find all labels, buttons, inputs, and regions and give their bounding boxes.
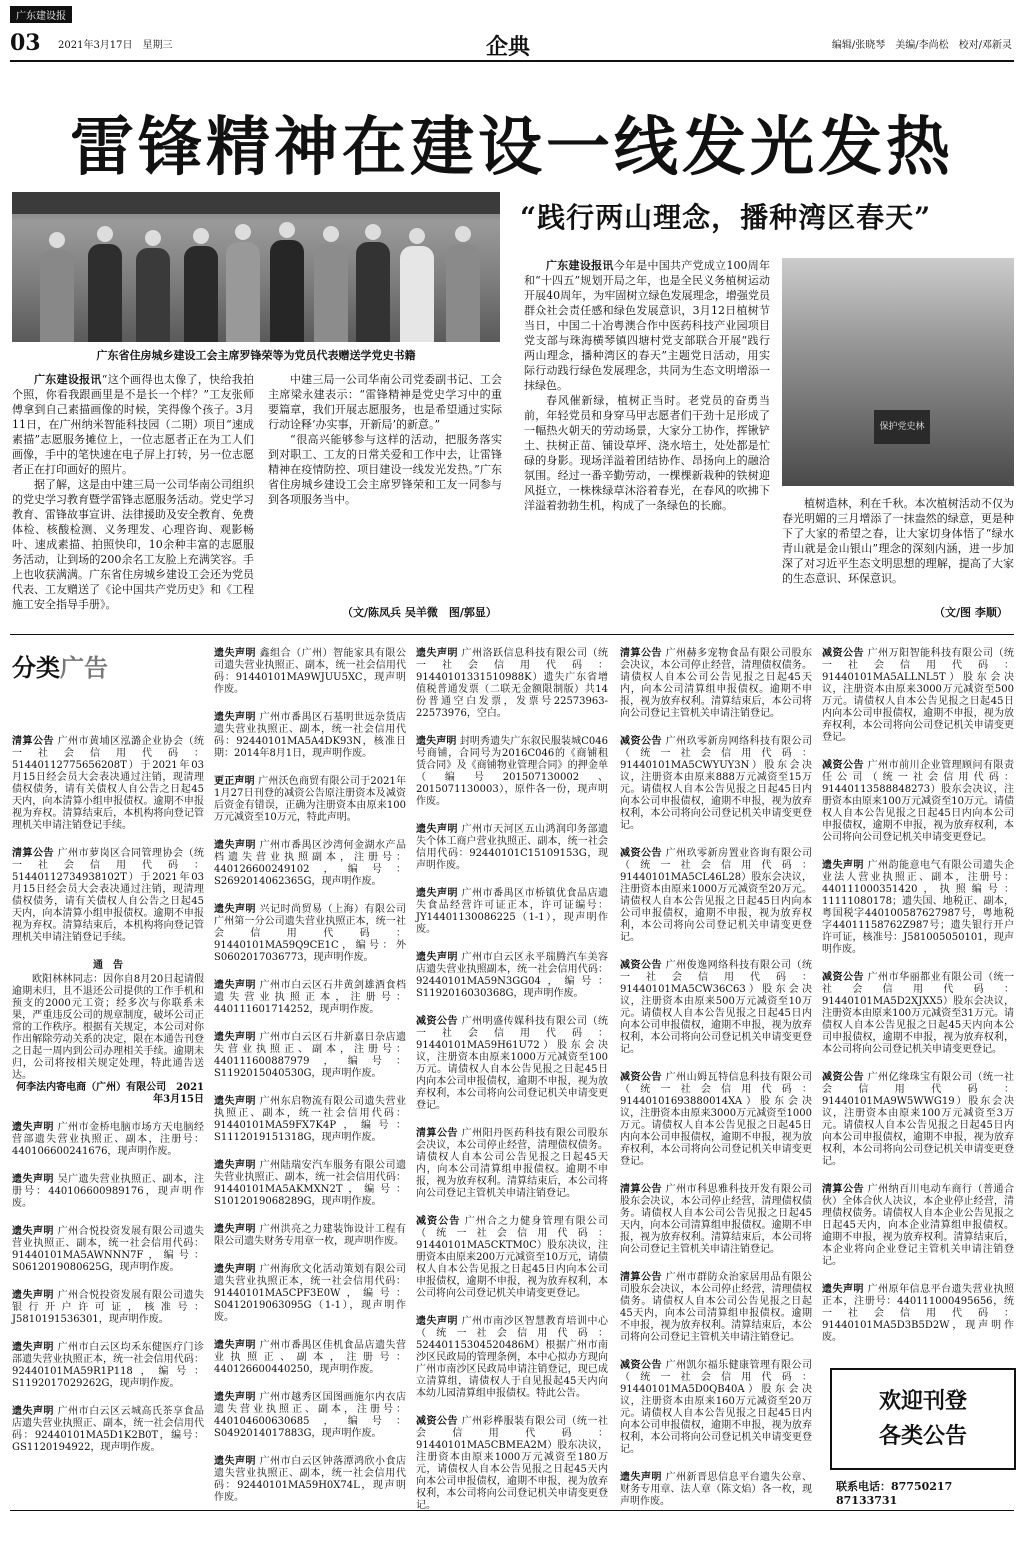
ad-label: 遗失声明 <box>416 952 458 963</box>
ad-text: 广州合悦投资发展有限公司遗失银行开户许可证，核准号：J5810191536301，现声明作废。 <box>12 1290 205 1325</box>
ad-label: 遗失声明 <box>214 712 256 723</box>
ad-label: 减资公告 <box>416 1216 461 1227</box>
ad-label: 遗失声明 <box>12 1174 54 1185</box>
ad-text: 广州市黄埔区泓潞企业协会（统一社会信用代码：51440112775656208T）于2021年03月15日经会员大会表决通过注销，现清理债权债务，请有关债权人自公告之日起45天内，向本清算小组申报债权。逾期不申报视为弃权。清算结束后，本机构将向登记管理机关申请注销登记手续。 <box>12 736 205 831</box>
ad-text: 广州市科思雅科技开发有限公司股东会决议，本公司停止经营，清理债权债务。请债权人自本公司公告见报之日起45天内，向本公司清算组申报债权。逾期不申报，视为放弃权利。清算结束后，本公司将向公司登记主管机关申请注销登记。 <box>620 1184 813 1255</box>
ad-label: 减资公告 <box>620 960 662 971</box>
editor-credits: 编辑/张晓琴 美编/李尚松 校对/邓新灵 <box>831 40 1012 51</box>
classified-ad <box>620 1272 812 1344</box>
photo-figure <box>88 244 122 342</box>
article1-paragraph <box>12 372 254 477</box>
classified-title <box>12 648 108 683</box>
ad-text: 广州市萝岗区合同管理协会（统一社会信用代码：51440112734938102T）于2021年03月15日经会员大会表决通过注销，现清理债权债务，请有关债权人自公告之日起45天内，向本清算小组申报债权。逾期不申报视为弃权。清算结束后，本机构将向登记管理机关申请注销登记手续。 <box>12 848 205 943</box>
ad-label: 清算公告 <box>620 1272 662 1283</box>
photo-head <box>323 226 339 242</box>
ad-label: 更正声明 <box>214 776 255 787</box>
photo-caption: 广东省住房城乡建设工会主席罗锋荣等为党员代表赠送学党史书籍 <box>96 349 416 362</box>
photo-head <box>409 228 425 244</box>
ad-text: 广州亿缘珠宝有限公司（统一社会信用代码：91440101MA9W5WWG19）股东会决议，注册资本由原来100万元减资至3万元。请债权人自本公告见报之日起45日内向本公司申报债权，逾期不申报，视为放弃权利，本公司将向公司登记机关申请变更登记。 <box>822 1072 1015 1167</box>
ad-text: 广州市白云区云城高氏茶享食品店遗失营业执照正、副本，统一社会信用代码：92440101MA5D1K2B0T，编号：GS1120194922，现声明作废。 <box>12 1406 205 1453</box>
ad-text: 广州赫多宠物食品有限公司股东会决议，本公司停止经营，清理债权债务。请债权人自本公司公告见报之日起45天内，向本公司清算组申报债权。逾期不申报，视为放弃权利。清算结束后，本公司将向公司登记主管机关申请注销登记。 <box>620 648 813 719</box>
ad-label: 减资公告 <box>620 1072 662 1083</box>
section-divider <box>10 634 1014 635</box>
photo-backdrop-banner <box>12 192 500 214</box>
ad-label: 遗失声明 <box>214 840 256 851</box>
classified-ad <box>214 1032 406 1080</box>
classified-ad <box>416 1416 608 1512</box>
ad-text: 广州韵能意电气有限公司遗失企业法人营业执照正、副本，注册号：440111000351420，执照编号：11111080178；遗失国、地税正、副本，粤国税字440100587627987号，粤地税字44011158762Z987号；遗失银行开户许可证，核准号：J581005050101，现声明作废。 <box>822 860 1015 955</box>
photo-figure <box>446 244 480 342</box>
classified-ad <box>214 1392 406 1440</box>
article1-text: “这个画得也太像了，快给我拍个照，你看我跟画里是不是长一个样？”工友张师傅拿到自己素描画像的时候，笑得像个孩子。3月11日，在广州纳米智能科技园（二期）项目“速成素描”志愿服务摊位上，一位志愿者正在为工人们画像，手中的笔快速在电子屏上打转，另一位志愿者正在打印画好的照片。 <box>12 373 255 476</box>
classified-ad <box>12 1342 204 1390</box>
photo-head <box>365 224 381 240</box>
header-rule <box>10 60 1014 62</box>
ad-label: 遗失声明 <box>214 1392 256 1403</box>
ad-text: 广州万阳智能科技有限公司（统一社会信用代码：91440101MA5ALLNL5T）股东会决议，注册资本由原来3000万元减资至500万元。请债权人自本公告见报之日起45日内向本公司申报债权，逾期不申报，视为放弃权利，本公司将向公司登记机关申请变更登记。 <box>822 648 1015 743</box>
ad-text: 兴记时尚贸易（上海）有限公司广州第一分公司遗失营业执照正本，统一社会信用代码：91440101MA59Q9CE1C，编号：外S0602017036773，现声明作废。 <box>214 904 407 963</box>
classified-ad <box>822 1184 1014 1268</box>
group-photo <box>12 192 500 342</box>
classified-ad <box>416 1128 608 1200</box>
classified-ad <box>822 972 1014 1056</box>
classified-column-5 <box>822 648 1014 1360</box>
photo-head <box>145 230 161 246</box>
classified-ad <box>214 1456 406 1504</box>
article2-column-1 <box>524 258 770 513</box>
tree-planting-photo <box>782 258 1014 486</box>
ad-label: 遗失声明 <box>214 1340 256 1351</box>
classified-ad <box>416 952 608 1000</box>
ad-text: 广州海欣文化活动策划有限公司遗失营业执照正本，统一社会信用代码：91440101MA5CPF3E0W，编号：S0412019063095G（1-1），现声明作废。 <box>214 1264 407 1323</box>
classified-ad <box>822 860 1014 956</box>
welcome-ad-box <box>830 1368 1016 1470</box>
ad-label: 遗失声明 <box>416 648 458 659</box>
ad-label: 遗失声明 <box>214 1264 256 1275</box>
classified-ad <box>416 1316 608 1400</box>
photo-head <box>279 222 295 238</box>
classified-ad <box>416 888 608 936</box>
welcome-line-1: 欢迎刊登 <box>878 1388 967 1414</box>
photo-figure <box>184 246 218 342</box>
ad-label: 减资公告 <box>416 1016 458 1027</box>
classified-ad <box>214 1340 406 1376</box>
ad-label: 遗失声明 <box>12 1226 54 1237</box>
ad-text: 吴广遗失营业执照正、副本，注册号：440106600989176，现声明作废。 <box>12 1174 205 1209</box>
ad-label: 减资公告 <box>822 648 864 659</box>
ad-text: 广州纳百川电动车商行（普通合伙）全体合伙人决议，本企业停止经营，清理债权债务。请债权人自本企业公告见报之日起45天内，向本企业清算组申报债权。逾期不申报，视为放弃权利。清算结束后，本企业将向企业登记主管机关申请注销登记。 <box>822 1184 1015 1267</box>
classified-ad <box>620 1184 812 1256</box>
classified-ad <box>620 736 812 832</box>
masthead: 广东建设报 <box>10 6 72 23</box>
ad-label: 遗失声明 <box>12 1406 54 1417</box>
ad-text: 广州市番禺区佳机食品店遗失营业执照正、副本，注册号：440126600440250，现声明作废。 <box>214 1340 407 1375</box>
ad-label: 清算公告 <box>416 1128 458 1139</box>
ad-text: 广州市华丽都业有限公司（统一社会信用代码：91440101MA5D2XJXX5）股东会决议，注册资本由原来100万元减资至31万元。请债权人自本公告见报之日起45天内向本公司申报债权，逾期不申报，视为放弃权利，本公司将向公司登记机关申请变更登记。 <box>822 972 1015 1055</box>
ad-label: 减资公告 <box>822 1072 864 1083</box>
notice-signature: 何李法内寄电商（广州）有限公司 2021年3月15日 <box>16 1082 204 1105</box>
section-title: 企典 <box>486 35 531 60</box>
ad-text: 广州市番禺区沙湾何金湖水产品档遗失营业执照副本，注册号：440126600249102，编号：S2692014062365G，现声明作废。 <box>214 840 407 887</box>
ad-label: 清算公告 <box>620 648 662 659</box>
ad-text: 广州陆瑞安汽车服务有限公司遗失营业执照正、副本，统一社会信用代码：91440101MA5AKMXN2T，编号：S1012019068289G，现声明作废。 <box>214 1160 407 1207</box>
classified-ad <box>12 848 204 944</box>
ad-label: 遗失声明 <box>214 904 256 915</box>
ad-text: 广州市群防众治家居用品有限公司股东会决议，本公司停止经营，清理债权债务。请债权人自本公司公告见报之日起45天内，向本公司清算组申报债权。逾期不申报，视为放弃权利。清算结束后，本公司将向公司登记主管机关申请注销登记。 <box>620 1272 813 1343</box>
classified-ad <box>12 960 204 1106</box>
article1-column-2 <box>268 372 502 507</box>
classified-ad <box>214 904 406 964</box>
ad-label: 清算公告 <box>620 1184 662 1195</box>
photo-head <box>49 232 65 248</box>
ad-label: 遗失声明 <box>214 1032 256 1043</box>
photo-figure <box>40 250 74 342</box>
ad-text: 广州市番禺区石基明世远杂货店遗失营业执照正、副本，统一社会信用代码：92440101MA5A4DK93N，核准日期：2014年8月1日，现声明作废。 <box>214 712 407 759</box>
photo-head <box>235 224 251 240</box>
article1-column-1 <box>12 372 254 611</box>
classified-ad <box>12 1406 204 1454</box>
article2-byline: 广东建设报讯 <box>546 259 614 272</box>
ad-text: 广州市越秀区国图画施尔内衣店遗失营业执照正、副本，注册号：440104600630685，编号：S0492014017883G，现声明作废。 <box>214 1392 407 1439</box>
classified-ad <box>12 1290 204 1326</box>
classified-column-2 <box>214 648 406 1520</box>
ad-label: 减资公告 <box>822 972 864 983</box>
classified-ad <box>822 1072 1014 1168</box>
article1-paragraph: 据了解，这是由中建三局一公司华南公司组织的党史学习教育暨学雷锋志愿服务活动。党史学习教育、雷锋故事宣讲、法律援助及安全教育、免费体检、核酸检测、义务理发、心理咨询、观影畅叶、速成素描、拍照快印，10余种丰富的志愿服务活动，让到场的200余名工友脸上充满笑容。手上也收获满满。广东省住房城乡建设工会还为党员代表、工友赠送了《论中国共产党历史》和《工程施工安全指导手册》。 <box>12 478 254 611</box>
article2-column-2 <box>782 496 1014 586</box>
photo-head <box>455 226 471 242</box>
ad-text: 广州彩桦服装有限公司（统一社会信用代码：91440101MA5CBMEA2M）股东决议，注册资本由原来1000万元减资至180万元，请债权人自本公告见报之日起45天内向本公司申报债权，逾期不申报，视为放弃权利，本公司将向公司登记机关申请变更登记。 <box>416 1416 609 1511</box>
ad-label: 遗失声明 <box>214 648 256 659</box>
ad-label: 遗失声明 <box>12 1342 54 1353</box>
ad-label: 清算公告 <box>12 736 54 747</box>
classified-ad <box>214 712 406 760</box>
ad-text: 广州市南沙区智慧教育培训中心（统一社会信用代码：52440115304520486M）根据广州市南沙区民政局的管理条例，本中心拟办方现向广州市南沙区民政局申请注销登记，现已成立清算组，请债权人于自见报起45天内向本幼儿园清算组申报债权。特此公告。 <box>416 1316 609 1399</box>
classified-ad <box>416 824 608 872</box>
classified-ad <box>214 1224 406 1248</box>
article2-paragraph: 植树造林，利在千秋。本次植树活动不仅为春光明媚的三月增添了一抹盎然的绿意，更是种下了大家的希望之春，让大家切身体悟了“绿水青山就是金山银山”理念的深刻内涵，进一步加深了对习近平生态文明思想的理解，提高了大家的生态意识、环保意识。 <box>782 497 1014 585</box>
classified-ad <box>416 736 608 808</box>
photo-head <box>193 228 209 244</box>
article1-signature: （文/陈凤兵 吴羊微 图/郭显） <box>342 606 497 619</box>
classified-ad <box>416 648 608 720</box>
classified-ad <box>12 1226 204 1274</box>
article2-paragraph <box>524 258 770 393</box>
ad-text: 广州玖零新房置业咨询有限公司（统一社会信用代码：91440101MA5CL46L28）股东会决议，注册资本由原来1000万元减资至20万元。请债权人自本公告见报之日起45日内向本公司申报债权，逾期不申报，视为放弃权利，本公司将向公司登记机关申请变更登记。 <box>620 848 813 943</box>
ad-text: 广州市天河区五山鸿润印务部遗失个体工商户营业执照正、副本，统一社会信用代码：92440101C15109153G，现声明作废。 <box>416 824 609 871</box>
photo-figure <box>400 246 434 342</box>
ad-text: 广州洛跃信息科技有限公司（统一社会信用代码：91440101331510988K）遗失广东省增值税普通发票（二联无金额限制版）共14份普通空白发票，发票号22573963-22573976，空白。 <box>416 648 609 719</box>
ad-label: 减资公告 <box>416 1416 458 1427</box>
ad-text: 封明秀遗失广东叙民服装城C046号商铺，合同号为2016C046的《商铺租赁合同》及《商铺物业管理合同》的押金单（编号201507130002、2015071130003），原件各一份，现声明作废。 <box>416 736 609 807</box>
classified-title-light: 广告 <box>60 654 108 682</box>
classified-ad <box>12 1122 204 1158</box>
dateline: 2021年3月17日 星期三 <box>58 40 173 51</box>
main-headline: 雷锋精神在建设一线发光发热 <box>70 110 954 185</box>
ad-text: 鑫组合（广州）智能家具有限公司遗失营业执照正、副本，统一社会信用代码：91440101MA9WJUU5XC，现声明作废。 <box>214 648 407 695</box>
ad-text: 广州市白云区均禾东健医疗门诊部遗失营业执照正本，统一社会信用代码：92440101MA59R1P118，编号：S1192017029262G，现声明作废。 <box>12 1342 205 1389</box>
ad-text: 广州市白云区永平瑞腾汽车美容店遗失营业执照副本，统一社会信用代码：92440101MA59N3GG04，编号：S1192016030368G，现声明作废。 <box>416 952 609 999</box>
classified-ad <box>214 980 406 1016</box>
ad-label: 遗失声明 <box>416 888 458 899</box>
classified-ad <box>822 1284 1014 1344</box>
ad-label: 遗失声明 <box>214 1224 256 1235</box>
classified-ad <box>620 1072 812 1168</box>
ad-label: 遗失声明 <box>620 1472 662 1483</box>
ad-label: 减资公告 <box>620 736 662 747</box>
ad-text: 广州玖零新房网络科技有限公司（统一社会信用代码：91440101MA5CWYUY3N）股东会决议，注册资本由原来888万元减资至15万元。请债权人自本公告见报之日起45日内向本公司申报债权，逾期不申报，视为放弃权利，本公司将向公司登记机关申请变更登记。 <box>620 736 813 831</box>
ad-label: 减资公告 <box>620 848 662 859</box>
ad-label: 遗失声明 <box>214 1160 256 1171</box>
footer-rule <box>10 1510 1014 1511</box>
notice-title: 通 告 <box>93 960 123 971</box>
ad-label: 清算公告 <box>822 1184 864 1195</box>
ad-text: 广州沃色商贸有限公司于2021年1月27日刊登的减资公告原注册资本及减资后资金有错误，正确为注册资本由原来100万元减资至10万元，特此声明。 <box>214 776 407 823</box>
welcome-line-2: 各类公告 <box>878 1423 967 1449</box>
ad-text: 广州阳丹医药科技有限公司股东会决议，本公司停止经营，清理债权债务。请债权人自本公司公告见报之日起45天内，向本公司清算组申报债权。逾期不申报，视为放弃权利。清算结束后，本公司将向公司登记主管机关申请注销登记。 <box>416 1128 609 1199</box>
ad-text: 广州新晋思信息平台遗失公章、财务专用章、法人章（陈文焰）各一枚，现声明作废。 <box>620 1472 813 1507</box>
ad-label: 遗失声明 <box>416 736 457 747</box>
photo-figure <box>314 244 348 342</box>
ad-label: 遗失声明 <box>12 1290 54 1301</box>
ad-label: 遗失声明 <box>12 1122 54 1133</box>
article2-paragraph: 春风催新绿，植树正当时。老党员的奋勇当前，年轻党员和身穿马甲志愿者们干劲十足形成了一幅热火朝天的劳动场景，大家分工协作，挥锹铲土、扶树正苗、铺设草坪、浇水培土，处处都是忙碌的身影。现场洋溢着团结协作、昂扬向上的融洽氛围。经过一番辛勤劳动，一棵棵新栽种的铁树迎风挺立，一株株绿草沐浴着春光，在春风的吹拂下洋溢着勃勃生机，构成了一条绿色的长廊。 <box>524 394 770 512</box>
article2-text: 今年是中国共产党成立100周年和“十四五”规划开局之年，也是全民义务植树运动开展40周年，为牢固树立绿色发展理念，增强党员群众社会责任感和绿色发展意识，3月12日植树节当日，中国二十冶粤澳合作中医药科技产业园项目党支部与珠海横琴镇四塘村党支部联合开展“践行两山理念，播种湾区的春天”主题党日活动，用实际行动践行绿色发展理念，共同为生态文明增添一抹绿色。 <box>524 259 770 392</box>
ad-text: 广州合悦投资发展有限公司遗失营业执照正、副本，统一社会信用代码：91440101MA5AWNNN7F，编号：S0612019080625G，现声明作废。 <box>12 1226 205 1273</box>
ad-text: 广州洪亮之力建装饰设计工程有限公司遗失财务专用章一枚，现声明作废。 <box>214 1224 407 1247</box>
photo-figure <box>136 248 170 342</box>
article2-headline: “践行两山理念，播种湾区春天” <box>520 201 932 234</box>
page-number: 03 <box>10 30 41 56</box>
photo-figure <box>270 240 304 342</box>
ad-text: 广州山姆瓦特信息科技有限公司（统一社会信用代码：91440101693880014XA）股东会决议，注册资本由原来3000万元减资至1000万元。请债权人自本公告见报之日起45日内向本公司申报债权，逾期不申报，视为放弃权利，本公司将向公司登记机关申请变更登记。 <box>620 1072 813 1167</box>
classified-ad <box>620 960 812 1056</box>
classified-title-dark: 分类 <box>12 654 60 682</box>
classified-column-1 <box>12 736 204 1470</box>
article1-paragraph: “很高兴能够参与这样的活动，把服务落实到对职工、工友的日常关爱和工作中去，让雷锋精神在疫情防控、项目建设一线发光发热。”广东省住房城乡建设工会主席罗锋荣和工友一同参与到各项服务当中。 <box>268 433 502 506</box>
ad-text: 广州市番禺区市桥镇优食品店遗失食品经营许可证正本，许可证编号：JY14401130086225（1-1），现声明作废。 <box>416 888 609 935</box>
classified-column-3 <box>416 648 608 1528</box>
ad-text: 广州市前川企业管理顾问有限责任公司（统一社会信用代码：91440113588848273）股东会决议，注册资本由原来100万元减资至10万元。请债权人自本公告见报之日起45日内向本公司申报债权，逾期不申报，视为放弃权利，本公司将向公司登记机关申请变更登记。 <box>822 760 1015 843</box>
classified-ad <box>214 1264 406 1324</box>
ad-label: 减资公告 <box>822 760 864 771</box>
ad-text: 广州合之力健身管理有限公司（统一社会信用代码：91440101MA5CKTM0C）股东决议，注册资本由原来200万元减资至10万元，请债权人自本公告见报之日起45日内向本公司申报债权，逾期不申报，视为放弃权利，本公司将向公司登记机关申请变更登记。 <box>416 1216 609 1299</box>
classified-ad <box>620 1360 812 1456</box>
ad-label: 清算公告 <box>12 848 54 859</box>
ad-text: 广州明盛传媒科技有限公司（统一社会信用代码：91440101MA59H61U72）股东会决议，注册资本由原来1000万元减资至100万元。请债权人自本公告见报之日起45日内向本公司申报债权，逾期不申报，视为放弃权利，本公司将向公司登记机关申请变更登记。 <box>416 1016 609 1111</box>
article2-signature: （文/图 李顺） <box>934 606 1008 619</box>
contact-phone: 联系电话：87750217 87133731 <box>836 1480 964 1507</box>
ad-label: 遗失声明 <box>416 824 458 835</box>
photo-figure <box>356 242 390 342</box>
ad-text: 广州市白云区钟落潭鸿欣小食店遗失营业执照正、副本，统一社会信用代码：92440101MA59H0X74L，现声明作废。 <box>214 1456 407 1503</box>
ad-label: 遗失声明 <box>214 1096 256 1107</box>
article1-paragraph: 中建三局一公司华南公司党委副书记、工会主席梁永建表示：“雷锋精神是党史学习中的重要篇章，我们开展志愿服务，也是希望通过实际行动诠释‘办实事，开新局’的新意。” <box>268 373 502 431</box>
photo-figure <box>226 242 260 342</box>
ad-text: 广州俊逸网络科技有限公司（统一社会信用代码：91440101MA5CW36C63）股东会决议，注册资本由原来500万元减资至10万元。请债权人自本公告见报之日起45日内向本公司申报债权，逾期不申报，视为放弃权利，本公司将向公司登记机关申请变更登记。 <box>620 960 813 1055</box>
ad-text: 广州东启物流有限公司遗失营业执照正、副本，统一社会信用代码：91440101MA59FX7K4P，编号：S1112019151318G，现声明作废。 <box>214 1096 407 1143</box>
classified-ad <box>214 1160 406 1208</box>
classified-ad <box>12 1174 204 1210</box>
classified-ad <box>12 736 204 832</box>
ad-label: 减资公告 <box>620 1360 662 1371</box>
classified-ad <box>214 776 406 824</box>
classified-ad <box>214 648 406 696</box>
classified-ad <box>822 648 1014 744</box>
ad-text: 广州市白云区石井黄剑雄酒食档遗失营业执照正本，注册号：440111601714252，现声明作废。 <box>214 980 407 1015</box>
photo-head <box>97 226 113 242</box>
classified-ad <box>214 1096 406 1144</box>
ad-text: 广州凯尔福乐健康管理有限公司（统一社会信用代码：91440101MA5D0QB40A）股东会决议，注册资本由原来160万元减资至20万元。请债权人自本公告见报之日起45日内向本公司申报债权，逾期不申报，视为放弃权利，本公司将向公司登记机关申请变更登记。 <box>620 1360 813 1455</box>
ad-text: 广州原年信息平台遗失营业执照正本，注册号：440111000495656，统一社会信用代码：91440101MA5D3B5D2W，现声明作废。 <box>822 1284 1015 1343</box>
ad-text: 广州市金桥电脑市场方天电脑经营部遗失营业执照正、副本，注册号：440106600241676，现声明作废。 <box>12 1122 205 1157</box>
classified-column-4 <box>620 648 812 1524</box>
ad-label: 遗失声明 <box>214 980 256 991</box>
classified-ad <box>822 760 1014 844</box>
article1-byline: 广东建设报讯 <box>34 373 102 386</box>
ad-label: 遗失声明 <box>822 1284 864 1295</box>
classified-ad <box>620 848 812 944</box>
ad-label: 遗失声明 <box>214 1456 256 1467</box>
classified-ad <box>620 648 812 720</box>
classified-ad <box>416 1016 608 1112</box>
ad-label: 遗失声明 <box>822 860 864 871</box>
photo-sign: 保护党史林 <box>874 410 930 444</box>
classified-ad <box>214 840 406 888</box>
ad-label: 遗失声明 <box>416 1316 458 1327</box>
classified-ad <box>416 1216 608 1300</box>
notice-body: 欧阳林林同志：因你自8月20日起请假逾期未归，且不退还公司提供的工作手机和预支的2000元工资；经多次与你联系未果，严重违反公司的规章制度，破坏公司正常的工作秩序。根据有关规定，本公司对你作出解除劳动关系的决定，限在本通告刊登之日起一周内到公司办理相关手续。逾期未归，公司将按相关规定处理，特此通告送达。 <box>12 974 204 1081</box>
classified-ad <box>620 1472 812 1508</box>
ad-text: 广州市白云区石井新嘉日杂店遗失营业执照正、副本，注册号：440111600887979，编号：S1192015040530G，现声明作废。 <box>214 1032 407 1079</box>
